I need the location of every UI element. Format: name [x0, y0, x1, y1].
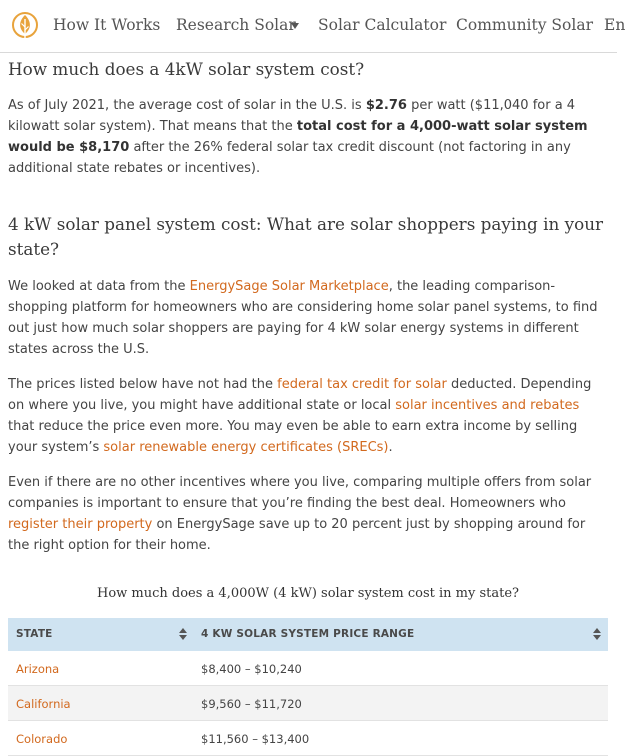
text: deducted. Depending on where you live, you might have additional state or local [8, 377, 592, 413]
article-content [8, 57, 608, 556]
text: Even if there are no other incentives where you live, comparing multiple offers from solar companies is important to ensure that you’re finding the best deal. Homeowners who [8, 475, 592, 511]
paragraph-average-cost [8, 95, 608, 179]
column-header-state[interactable]: STATE [16, 628, 53, 640]
table-row [8, 651, 608, 686]
link-solar-incentives[interactable]: solar incentives and rebates [395, 398, 580, 413]
table-row [8, 686, 608, 721]
text: , the leading comparison-shopping platform for homeowners who are considering home solar panel systems, to find out just how much solar shoppers are paying for 4 kW solar energy systems in different states across the U.S. [8, 279, 598, 357]
leaf-in-circle-icon[interactable] [11, 10, 39, 40]
link-energysage-marketplace[interactable]: EnergySage Solar Marketplace [189, 279, 389, 294]
top-navigation [0, 0, 625, 53]
text: . [388, 440, 393, 455]
section-heading-cost: How much does a 4kW solar system cost? [8, 59, 365, 79]
text: that reduce the price even more. You may even be able to earn extra income by selling your system’s [8, 419, 578, 455]
nav-research-solar[interactable]: Research Solar [176, 16, 296, 34]
link-register-property[interactable]: register their property [8, 517, 153, 532]
nav-how-it-works[interactable]: How It Works [53, 16, 161, 34]
state-price-table [8, 618, 608, 756]
state-link-colorado[interactable]: Colorado [16, 732, 68, 746]
table-title: How much does a 4,000W (4 kW) solar system cost in my state? [96, 586, 520, 601]
text: after the 26% federal solar tax credit discount (not factoring in any additional state rebates or incentives). [8, 140, 571, 176]
state-link-california[interactable]: California [16, 697, 71, 711]
nav-solar-calculator[interactable]: Solar Calculator [318, 16, 447, 34]
bold-total-cost: total cost for a 4,000-watt solar system would be $8,170 [8, 119, 588, 155]
text: per watt ($11,040 for a 4 kilowatt solar system). That means that the [8, 98, 576, 134]
paragraph-price-notes [8, 374, 608, 458]
chevron-down-icon[interactable] [291, 23, 299, 29]
price-range-cell: $9,560 – $11,720 [201, 697, 302, 711]
column-header-price-range[interactable]: 4 KW SOLAR SYSTEM PRICE RANGE [201, 628, 415, 640]
sort-arrows-icon[interactable] [593, 628, 601, 641]
paragraph-marketplace-data [8, 276, 608, 360]
table-row [8, 721, 608, 756]
price-range-cell: $8,400 – $10,240 [201, 662, 302, 676]
nav-community-solar[interactable]: Community Solar [456, 16, 593, 34]
bold-price-per-watt: $2.76 [365, 98, 407, 113]
text: As of July 2021, the average cost of solar in the U.S. is [8, 98, 366, 113]
nav-more-truncated[interactable]: En [604, 16, 625, 34]
text: The prices listed below have not had the [8, 377, 278, 392]
text: on EnergySage save up to 20 percent just by shopping around for the right option for their home. [8, 517, 586, 553]
link-federal-tax-credit[interactable]: federal tax credit for solar [277, 377, 447, 392]
state-link-arizona[interactable]: Arizona [16, 662, 60, 676]
link-srecs[interactable]: solar renewable energy certificates (SRECs) [103, 440, 389, 455]
section-heading-state-prices: 4 kW solar panel system cost: What are solar shoppers paying in your state? [8, 214, 604, 259]
price-range-cell: $11,560 – $13,400 [201, 732, 310, 746]
text: We looked at data from the [8, 279, 190, 294]
table-header-row [8, 618, 608, 651]
paragraph-compare-offers [8, 472, 608, 556]
sort-arrows-icon[interactable] [179, 628, 187, 641]
